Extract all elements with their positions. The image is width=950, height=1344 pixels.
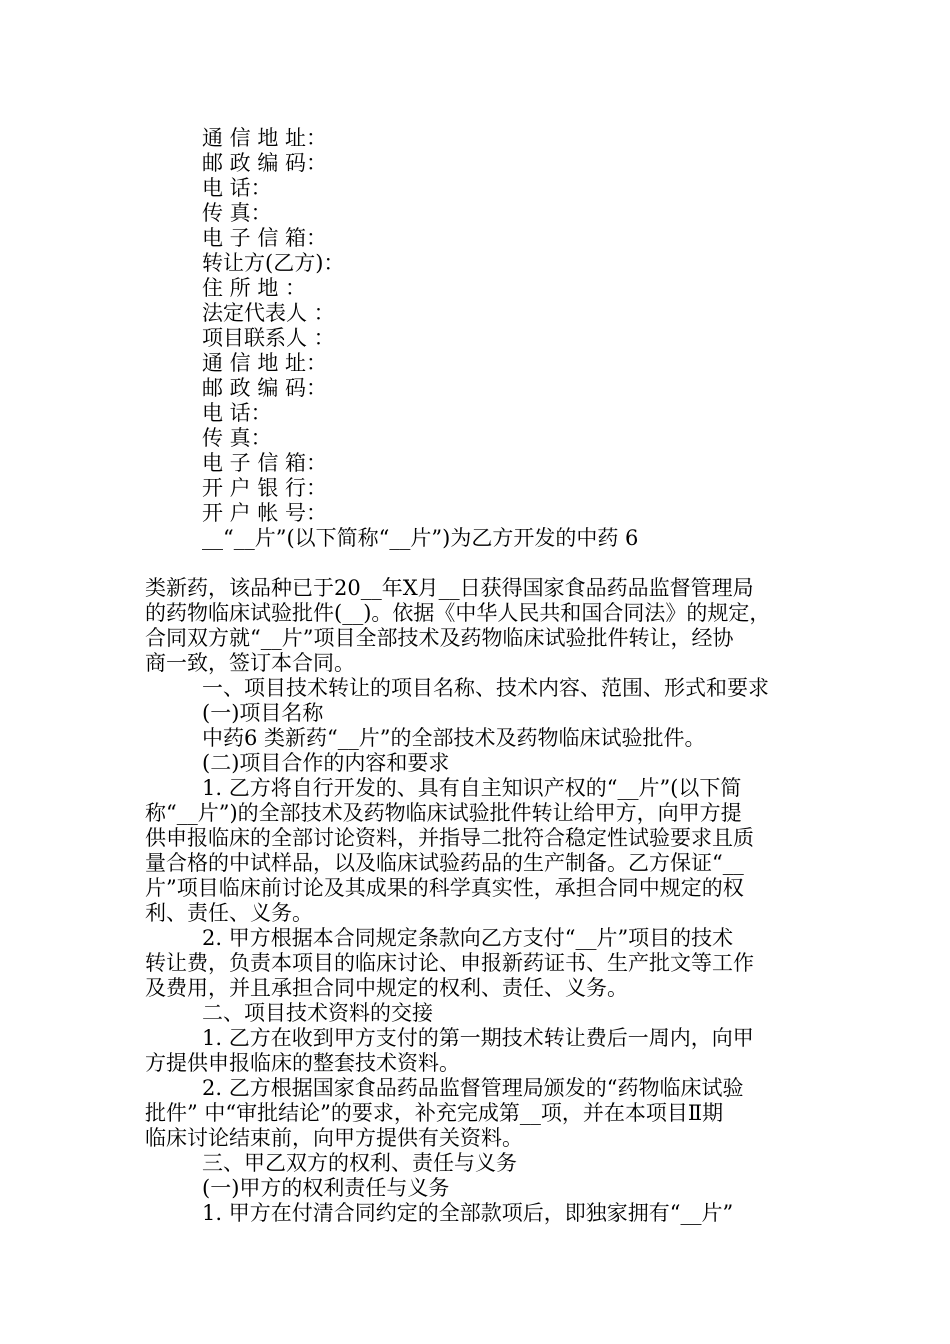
section-2-item-1-line: 方提供申报临床的整套技术资料。 — [145, 1051, 460, 1075]
section-1-item-1-line: 量合格的中试样品，以及临床试验药品的生产制备。乙方保证“__ — [145, 851, 744, 875]
section-1-item-1-line: 利、责任、义务。 — [145, 901, 313, 925]
field-contact-b: 项目联系人 ： — [202, 326, 335, 350]
paragraph-1-line: 商一致，签订本合同。 — [145, 651, 355, 675]
section-1-item-2-line: 及费用，并且承担合同中规定的权利、责任、义务。 — [145, 976, 628, 1000]
section-1-item-1-line: 称“__片”)的全部技术及药物临床试验批件转让给甲方，向甲方提 — [145, 801, 742, 825]
section-1-sub-2: (二)项目合作的内容和要求 — [202, 751, 450, 775]
section-1-sub-1-text: 中药6 类新药“__片”的全部技术及药物临床试验批件。 — [202, 726, 706, 750]
section-2-item-2-line: 2. 乙方根据国家食品药品监督管理局颁发的“药物临床试验 — [202, 1076, 744, 1100]
field-phone-b: 电 话： — [202, 401, 272, 425]
section-1-heading: 一、项目技术转让的项目名称、技术内容、范围、形式和要求 — [202, 676, 769, 700]
section-1-item-2-line: 2. 甲方根据本合同规定条款向乙方支付“__片”项目的技术 — [202, 926, 734, 950]
section-3-heading: 三、甲乙双方的权利、责任与义务 — [202, 1151, 517, 1175]
section-1-item-1-line: 片”项目临床前讨论及其成果的科学真实性，承担合同中规定的权 — [145, 876, 744, 900]
section-2-item-1-line: 1. 乙方在收到甲方支付的第一期技术转让费后一周内，向甲 — [202, 1026, 754, 1050]
field-email-b: 电 子 信 箱： — [202, 451, 328, 475]
section-2-item-2-line: 批件” 中“审批结论”的要求，补充完成第__项，并在本项目Ⅱ期 — [145, 1101, 724, 1125]
section-3-item-1: 1. 甲方在付清合同约定的全部款项后，即独家拥有“__片” — [202, 1201, 734, 1225]
field-legal-rep-b: 法定代表人 ： — [202, 301, 335, 325]
section-2-heading: 二、项目技术资料的交接 — [202, 1001, 433, 1025]
section-3-sub-1: (一)甲方的权利责任与义务 — [202, 1176, 450, 1200]
section-2-item-2-line: 临床讨论结束前，向甲方提供有关资料。 — [145, 1126, 523, 1150]
transferee-title: 转让方(乙方)： — [202, 251, 345, 275]
section-1-sub-1: (一)项目名称 — [202, 701, 324, 725]
paragraph-1-line: 合同双方就“__片”项目全部技术及药物临床试验批件转让，经协 — [145, 626, 734, 650]
field-phone-a: 电 话： — [202, 176, 272, 200]
field-residence-b: 住 所 地 ： — [202, 276, 307, 300]
paragraph-1-line: 的药物临床试验批件(__)。依据《中华人民共和国合同法》的规定， — [145, 601, 771, 625]
field-bank-b: 开 户 银 行： — [202, 476, 328, 500]
section-1-item-1-line: 供申报临床的全部讨论资料，并指导二批符合稳定性试验要求且质 — [145, 826, 754, 850]
section-1-item-1-line: 1. 乙方将自行开发的、具有自主知识产权的“__片”(以下简 — [202, 776, 742, 800]
field-postcode-b: 邮 政 编 码： — [202, 376, 328, 400]
section-1-item-2-line: 转让费，负责本项目的临床讨论、申报新药证书、生产批文等工作 — [145, 951, 754, 975]
field-account-b: 开 户 帐 号： — [202, 501, 328, 525]
field-fax-a: 传 真： — [202, 201, 272, 225]
field-fax-b: 传 真： — [202, 426, 272, 450]
intro-line: __“__片”(以下简称“__片”)为乙方开发的中药 6 — [202, 526, 639, 550]
field-email-a: 电 子 信 箱： — [202, 226, 328, 250]
field-address-b: 通 信 地 址： — [202, 351, 328, 375]
field-address-a: 通 信 地 址： — [202, 126, 328, 150]
paragraph-1-line: 类新药，该品种已于20__年X月__日获得国家食品药品监督管理局 — [145, 576, 754, 600]
field-postcode-a: 邮 政 编 码： — [202, 151, 328, 175]
